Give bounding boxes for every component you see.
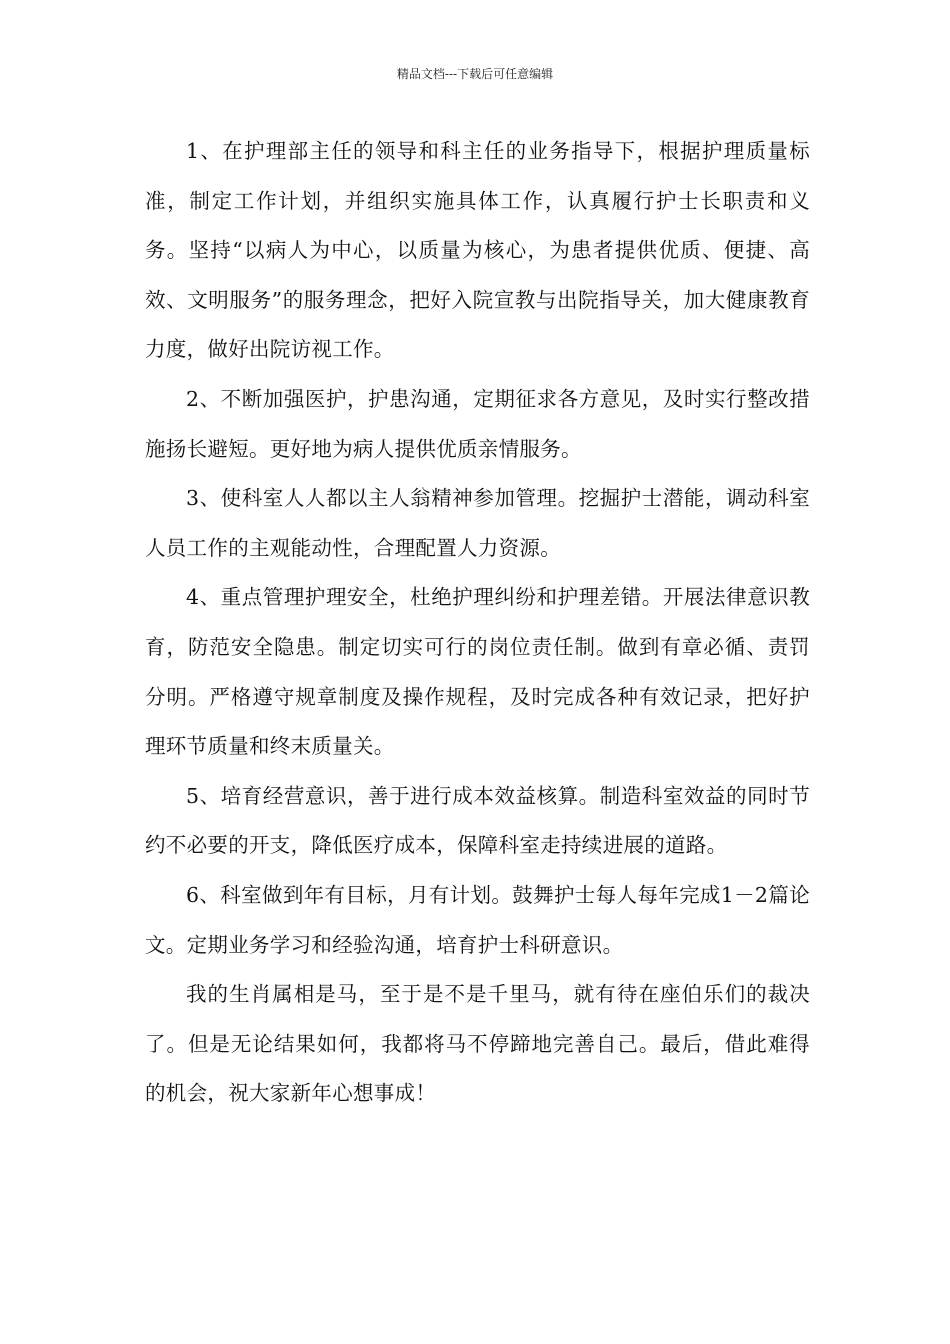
- document-body: [145, 127, 810, 1119]
- paragraph-4: 4、重点管理护理安全，杜绝护理纠纷和护理差错。开展法律意识教育，防范安全隐患。制定切实可行的岗位责任制。做到有章必循、责罚分明。严格遵守规章制度及操作规程，及时完成各种有效记录，把好护理环节质量和终末质量关。: [145, 585, 810, 759]
- paragraph-6: 6、科室做到年有目标，月有计划。鼓舞护士每人每年完成1－2篇论文。定期业务学习和经验沟通，培育护士科研意识。: [145, 882, 810, 957]
- paragraph-2: 2、不断加强医护，护患沟通，定期征求各方意见，及时实行整改措施扬长避短。更好地为病人提供优质亲情服务。: [145, 386, 810, 461]
- page-header: 精品文档---下载后可任意编辑: [396, 67, 554, 81]
- paragraph-3: 3、使科室人人都以主人翁精神参加管理。挖掘护士潜能，调动科室人员工作的主观能动性，合理配置人力资源。: [145, 486, 810, 560]
- paragraph-1: 1、在护理部主任的领导和科主任的业务指导下，根据护理质量标准，制定工作计划，并组织实施具体工作，认真履行护士长职责和义务。坚持“以病人为中心，以质量为核心，为患者提供优质、便捷、高效、文明服务”的服务理念，把好入院宣教与出院指导关，加大健康教育力度，做好出院访视工作。: [145, 139, 810, 362]
- paragraph-5: 5、培育经营意识，善于进行成本效益核算。制造科室效益的同时节约不必要的开支，降低医疗成本，保障科室走持续进展的道路。: [145, 783, 810, 858]
- paragraph-closing: 我的生肖属相是马，至于是不是千里马，就有待在座伯乐们的裁决了。但是无论结果如何，我都将马不停蹄地完善自己。最后，借此难得的机会，祝大家新年心想事成！: [145, 982, 810, 1106]
